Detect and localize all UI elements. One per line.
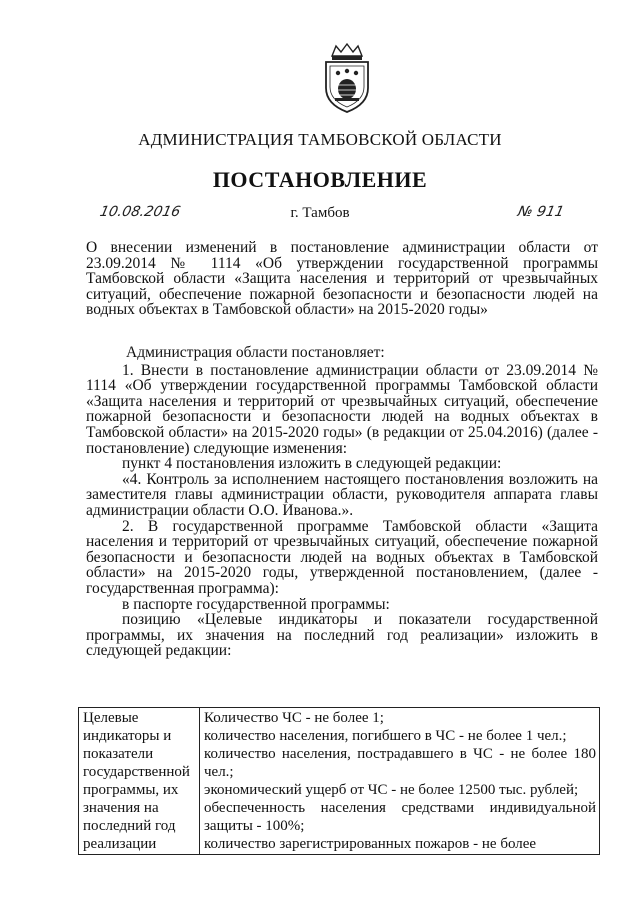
indicator-value: экономический ущерб от ЧС - не более 12500 тыс. рублей; <box>204 782 579 798</box>
document-body <box>86 345 598 659</box>
body-paragraph: в паспорте государственной программы: <box>122 595 390 613</box>
body-paragraph: 1. Внести в постановление администрации области от 23.09.2014 № 1114 «Об утверждении государственной программы Тамбовской области «Защита населения и территорий от чрезвычайных ситуаций, обеспечение пожарной безопасности и безопасности людей на водных объектах в Тамбовской области» на 2015-2020 годы» (в редакции от 25.04.2016) (далее - постановление) следующие изменения: <box>86 361 598 457</box>
indicator-values-cell <box>200 708 600 855</box>
organization-name: АДМИНИСТРАЦИЯ ТАМБОВСКОЙ ОБЛАСТИ <box>138 130 502 149</box>
indicator-value: количество зарегистрированных пожаров - не более <box>204 836 537 852</box>
document-city: г. Тамбов <box>290 205 350 221</box>
body-paragraph: «4. Контроль за исполнением настоящего постановления возложить на заместителя главы администрации области, руководителя аппарата главы администрации области О.О. Иванова.». <box>86 470 598 519</box>
document-date: 10.08.2016 <box>98 204 182 220</box>
document-title: О внесении изменений в постановление администрации области от 23.09.2014 № 1114 «Об утверждении государственной программы Тамбовской области «Защита населения и территорий от чрезвычайных ситуаций, обеспечение пожарной безопасности и безопасности людей на водных объектах в Тамбовской области» на 2015-2020 годы» <box>86 239 598 318</box>
coat-of-arms-icon <box>318 42 376 114</box>
indicator-values-list <box>204 709 596 854</box>
indicators-table <box>78 707 600 855</box>
indicator-value: обеспеченность населения средствами индивидуальной защиты - 100%; <box>204 800 596 834</box>
document-type-heading: ПОСТАНОВЛЕНИЕ <box>212 167 428 192</box>
body-paragraph: 2. В государственной программе Тамбовской области «Защита населения и территорий от чрезвычайных ситуаций, обеспечение пожарной безопасности и безопасности людей на водных объектах в Тамбовской области» на 2015-2020 годы, утвержденной постановлением, (далее - государственная программа): <box>86 517 598 597</box>
indicator-value: количество населения, погибшего в ЧС - не более 1 чел.; <box>204 728 567 744</box>
document-number: № 911 <box>516 204 566 220</box>
indicator-value: количество населения, пострадавшего в ЧС - не более 180 чел.; <box>204 746 596 780</box>
body-paragraph: позицию «Целевые индикаторы и показатели государственной программы, их значения на последний год реализации» изложить в следующей редакции: <box>86 611 598 660</box>
body-paragraph: Администрация области постановляет: <box>126 344 385 361</box>
body-paragraph: пункт 4 постановления изложить в следующей редакции: <box>122 455 502 473</box>
indicator-label-cell: Целевые индикаторы и показатели государственной программы, их значения на последний год реализации <box>79 708 200 855</box>
indicator-value: Количество ЧС - не более 1; <box>204 710 384 726</box>
table-row <box>79 708 600 855</box>
